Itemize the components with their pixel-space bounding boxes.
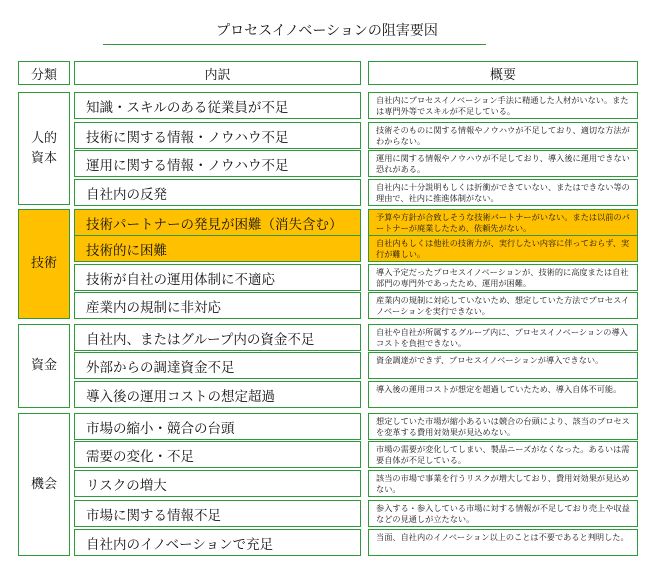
- header-item: 内訳: [74, 61, 361, 85]
- summary-cell: 市場の需要が変化してしまい、製品ニーズがなくなった。あるいは需要自体が不足している。: [368, 441, 638, 468]
- item-cell: 導入後の運用コストの想定超過: [74, 381, 361, 408]
- item-cell: 技術が自社の運用体制に不適応: [74, 264, 361, 291]
- summary-cell: 想定していた市場が縮小あるいは競合の台頭により、該当のプロセスを変革する費用対効果が見込めない。: [368, 413, 638, 440]
- item-cell: 技術に関する情報・ノウハウ不足: [74, 122, 361, 149]
- item-cell: 自社内の反発: [74, 179, 361, 206]
- header-summary: 概要: [368, 61, 638, 85]
- summary-cell: 該当の市場で事業を行うリスクが増大しており、費用対効果が見込めない。: [368, 470, 638, 497]
- item-cell: 自社内のイノベーションで充足: [74, 529, 361, 556]
- item-cell: 外部からの調達資金不足: [74, 352, 361, 379]
- summary-cell-highlighted: 自社内もしくは他社の技術力が、実行したい内容に伴っておらず、実行が難しい。: [368, 235, 638, 262]
- item-cell: 運用に関する情報・ノウハウ不足: [74, 150, 361, 177]
- summary-cell-highlighted: 予算や方針が合致しそうな技術パートナーがいない。または以前のパートナーが廃業したため、依頼先がない。: [368, 209, 638, 236]
- summary-cell: 資金調達ができず、プロセスイノベーションが導入できない。: [368, 352, 638, 379]
- category-technology: 技術: [18, 209, 70, 319]
- item-cell: 市場の縮小・競合の台頭: [74, 413, 361, 440]
- summary-cell: 自社や自社が所属するグループ内に、プロセスイノベーションの導入コストを負担できない。: [368, 324, 638, 351]
- summary-cell: 産業内の規制に対応していないため、想定していた方法でプロセスイノベーションを実行できない。: [368, 292, 638, 319]
- summary-cell: 参入する・参入している市場に対する情報が不足しており売上や収益などの見通しが立たない。: [368, 500, 638, 527]
- summary-cell: 自社内にプロセスイノベーション手法に精通した人材がいない。または専門外等でスキルが不足している。: [368, 92, 638, 119]
- category-human-capital: 人的 資本: [18, 92, 70, 205]
- item-cell-highlighted: 技術パートナーの発見が困難（消失含む）: [74, 209, 361, 236]
- item-cell: 産業内の規制に非対応: [74, 292, 361, 319]
- header-category: 分類: [18, 61, 70, 85]
- category-opportunity: 機会: [18, 413, 70, 556]
- category-funding: 資金: [18, 324, 70, 408]
- item-cell: 自社内、またはグループ内の資金不足: [74, 324, 361, 351]
- summary-cell: 導入予定だったプロセスイノベーションが、技術的に高度または自社部門の専門外であったため、運用が困難。: [368, 264, 638, 291]
- summary-cell: 導入後の運用コストが想定を超過していたため、導入自体不可能。: [368, 381, 638, 408]
- summary-cell: 運用に関する情報やノウハウが不足しており、導入後に運用できない恐れがある。: [368, 150, 638, 177]
- item-cell: 市場に関する情報不足: [74, 500, 361, 527]
- summary-cell: 当面、自社内のイノベーション以上のことは不要であると判明した。: [368, 529, 638, 556]
- page-title: プロセスイノベーションの阻害要因: [216, 23, 438, 39]
- title-underline: [103, 44, 486, 45]
- summary-cell: 技術そのものに関する情報やノウハウが不足しており、適切な方法がわからない。: [368, 122, 638, 149]
- item-cell-highlighted: 技術的に困難: [74, 235, 361, 262]
- summary-cell: 自社内に十分説明もしくは折衝ができていない、またはできない等の理由で、社内に推進体制がない。: [368, 179, 638, 206]
- item-cell: 知識・スキルのある従業員が不足: [74, 92, 361, 119]
- item-cell: リスクの増大: [74, 470, 361, 497]
- item-cell: 需要の変化・不足: [74, 441, 361, 468]
